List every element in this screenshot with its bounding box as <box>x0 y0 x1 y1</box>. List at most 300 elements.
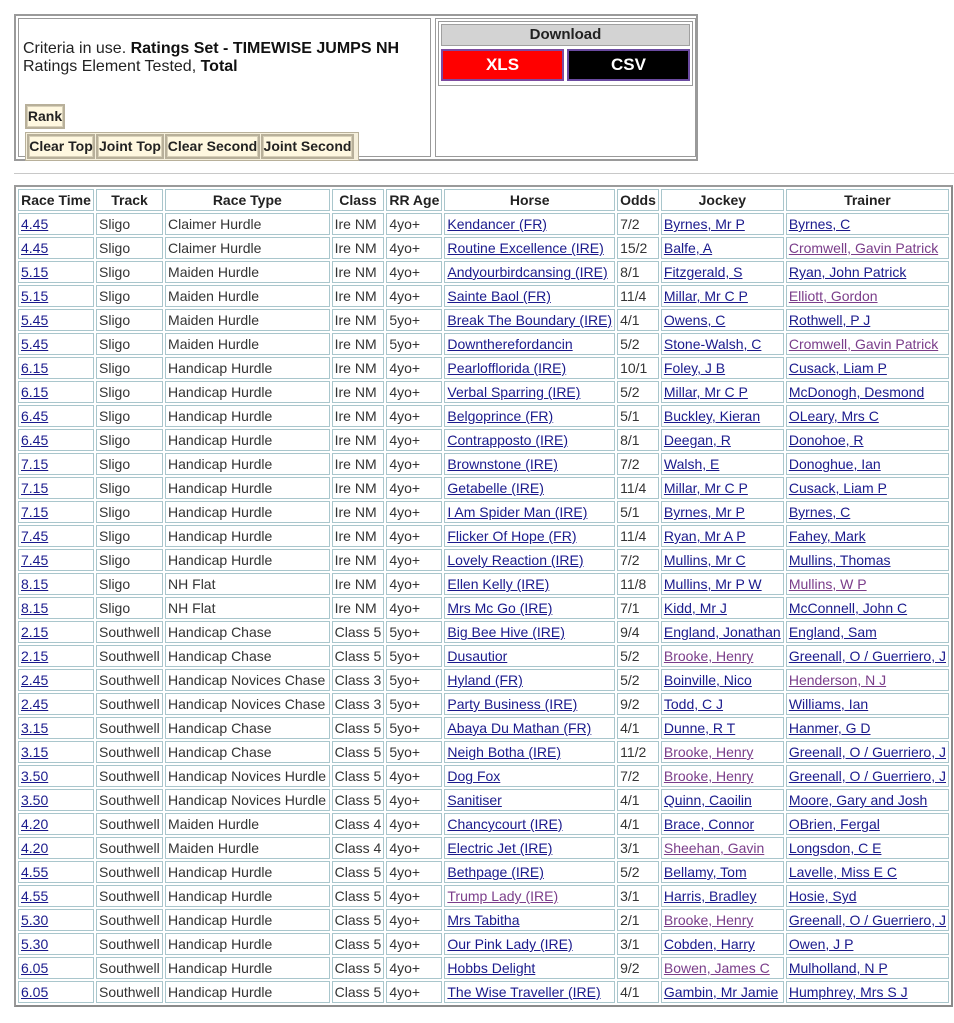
track-cell: Sligo <box>96 477 163 499</box>
horse-cell <box>444 789 615 811</box>
rr-age-cell: 5yo+ <box>386 621 442 643</box>
trainer-cell <box>786 621 949 643</box>
trainer-cell <box>786 933 949 955</box>
trainer-link[interactable]: OLeary, Mrs C <box>788 408 879 424</box>
horse-link[interactable]: Dog Fox <box>447 768 501 784</box>
race-time-link[interactable]: 8.15 <box>21 600 49 616</box>
trainer-link[interactable]: McConnell, John C <box>788 600 908 616</box>
horse-link[interactable]: Belgoprince (FR) <box>447 408 554 424</box>
horse-cell <box>444 405 615 427</box>
race-time-link[interactable]: 2.15 <box>21 624 49 640</box>
horse-cell <box>444 549 615 571</box>
race-time-link[interactable]: 7.15 <box>21 504 49 520</box>
rank-filter-buttons <box>25 132 359 161</box>
jockey-link[interactable]: Owens, C <box>663 312 726 328</box>
trainer-cell <box>786 909 949 931</box>
trainer-link[interactable]: Greenall, O / Guerriero, J <box>788 648 946 664</box>
race-time-cell <box>18 837 94 859</box>
jockey-link[interactable]: Harris, Bradley <box>663 888 757 904</box>
horse-link[interactable]: Kendancer (FR) <box>447 216 547 232</box>
trainer-cell <box>786 693 949 715</box>
trainer-cell <box>786 765 949 787</box>
horse-link[interactable]: Hobbs Delight <box>447 960 536 976</box>
trainer-link[interactable]: Owen, J P <box>788 936 854 952</box>
race-time-cell <box>18 981 94 1003</box>
trainer-link[interactable]: Cromwell, Gavin Patrick <box>788 240 939 256</box>
horse-link[interactable]: I Am Spider Man (IRE) <box>447 504 588 520</box>
table-row <box>18 909 949 931</box>
trainer-cell <box>786 573 949 595</box>
horse-link[interactable]: Downtherefordancin <box>447 336 573 352</box>
trainer-link[interactable]: Rothwell, P J <box>788 312 871 328</box>
rr-age-cell: 5yo+ <box>386 741 442 763</box>
header-horse[interactable]: Horse <box>444 189 615 211</box>
odds-cell: 7/2 <box>617 765 659 787</box>
odds-cell: 10/1 <box>617 357 659 379</box>
class-cell: Ire NM <box>332 261 385 283</box>
horse-link[interactable]: Electric Jet (IRE) <box>447 840 553 856</box>
horse-link[interactable]: Our Pink Lady (IRE) <box>447 936 573 952</box>
rr-age-cell: 5yo+ <box>386 309 442 331</box>
odds-cell: 3/1 <box>617 933 659 955</box>
race-time-cell <box>18 357 94 379</box>
trainer-link[interactable]: Cusack, Liam P <box>788 480 887 496</box>
race-time-link[interactable]: 6.45 <box>21 408 49 424</box>
race-type-cell: Handicap Hurdle <box>165 933 330 955</box>
race-time-cell <box>18 333 94 355</box>
trainer-link[interactable]: Ryan, John Patrick <box>788 264 907 280</box>
class-cell: Ire NM <box>332 309 385 331</box>
jockey-link[interactable]: Millar, Mr C P <box>663 288 748 304</box>
jockey-cell <box>661 573 784 595</box>
class-cell: Class 5 <box>332 933 385 955</box>
trainer-cell <box>786 597 949 619</box>
race-time-cell <box>18 405 94 427</box>
table-row <box>18 837 949 859</box>
race-type-cell: Handicap Novices Hurdle <box>165 765 330 787</box>
race-time-link[interactable]: 2.45 <box>21 696 49 712</box>
horse-cell <box>444 765 615 787</box>
clear-top-button[interactable]: Clear Top <box>27 134 95 159</box>
jockey-cell <box>661 381 784 403</box>
track-cell: Sligo <box>96 285 163 307</box>
jockey-link[interactable]: Bellamy, Tom <box>663 864 747 880</box>
jockey-link[interactable]: Balfe, A <box>663 240 713 256</box>
trainer-link[interactable]: Byrnes, C <box>788 504 851 520</box>
table-row <box>18 477 949 499</box>
horse-link[interactable]: Neigh Botha (IRE) <box>447 744 561 760</box>
jockey-link[interactable]: Foley, J B <box>663 360 726 376</box>
odds-cell: 2/1 <box>617 909 659 931</box>
race-time-link[interactable]: 7.15 <box>21 480 49 496</box>
horse-link[interactable]: Big Bee Hive (IRE) <box>447 624 565 640</box>
jockey-cell <box>661 549 784 571</box>
class-cell: Ire NM <box>332 357 385 379</box>
class-cell: Ire NM <box>332 333 385 355</box>
jockey-cell <box>661 885 784 907</box>
header-rr-age[interactable]: RR Age <box>386 189 442 211</box>
race-time-cell <box>18 621 94 643</box>
results-table <box>14 185 953 1007</box>
jockey-link[interactable]: Stone-Walsh, C <box>663 336 762 352</box>
trainer-cell <box>786 717 949 739</box>
race-time-link[interactable]: 6.15 <box>21 360 49 376</box>
jockey-link[interactable]: Buckley, Kieran <box>663 408 761 424</box>
jockey-link[interactable]: Mullins, Mr P W <box>663 576 762 592</box>
race-time-link[interactable]: 8.15 <box>21 576 49 592</box>
jockey-link[interactable]: Millar, Mr C P <box>663 480 748 496</box>
rr-age-cell: 4yo+ <box>386 477 442 499</box>
horse-cell <box>444 813 615 835</box>
track-cell: Southwell <box>96 645 163 667</box>
trainer-link[interactable]: Lavelle, Miss E C <box>788 864 897 880</box>
race-time-cell <box>18 717 94 739</box>
trainer-cell <box>786 885 949 907</box>
race-time-link[interactable]: 3.50 <box>21 792 49 808</box>
race-type-cell: Handicap Hurdle <box>165 861 330 883</box>
horse-link[interactable]: Flicker Of Hope (FR) <box>447 528 577 544</box>
horse-link[interactable]: Pearlofflorida (IRE) <box>447 360 567 376</box>
jockey-link[interactable]: Walsh, E <box>663 456 720 472</box>
jockey-link[interactable]: Gambin, Mr Jamie <box>663 984 779 1000</box>
table-row <box>18 213 949 235</box>
race-time-link[interactable]: 4.45 <box>21 216 49 232</box>
trainer-cell <box>786 213 949 235</box>
race-time-link[interactable]: 4.20 <box>21 840 49 856</box>
track-cell: Southwell <box>96 885 163 907</box>
horse-cell <box>444 261 615 283</box>
trainer-link[interactable]: OBrien, Fergal <box>788 816 880 832</box>
table-row <box>18 261 949 283</box>
joint-top-button[interactable]: Joint Top <box>96 134 164 159</box>
header-race-time[interactable]: Race Time <box>18 189 94 211</box>
jockey-link[interactable]: Millar, Mr C P <box>663 384 748 400</box>
download-title: Download <box>441 24 690 46</box>
horse-link[interactable]: Sanitiser <box>447 792 502 808</box>
download-box <box>438 21 693 86</box>
race-time-link[interactable]: 2.45 <box>21 672 49 688</box>
race-type-cell: Handicap Hurdle <box>165 405 330 427</box>
race-time-cell <box>18 525 94 547</box>
jockey-link[interactable]: Byrnes, Mr P <box>663 504 745 520</box>
divider <box>14 173 954 174</box>
download-xls-button[interactable]: XLS <box>441 49 564 81</box>
race-time-link[interactable]: 5.30 <box>21 936 49 952</box>
jockey-cell <box>661 237 784 259</box>
horse-link[interactable]: Hyland (FR) <box>447 672 523 688</box>
trainer-link[interactable]: Mulholland, N P <box>788 960 888 976</box>
jockey-link[interactable]: Brooke, Henry <box>663 648 754 664</box>
race-type-cell: Maiden Hurdle <box>165 285 330 307</box>
rank-button[interactable]: Rank <box>25 104 65 129</box>
class-cell: Class 5 <box>332 717 385 739</box>
track-cell: Southwell <box>96 669 163 691</box>
class-cell: Class 4 <box>332 837 385 859</box>
rr-age-cell: 4yo+ <box>386 765 442 787</box>
rr-age-cell: 4yo+ <box>386 381 442 403</box>
jockey-link[interactable]: Brooke, Henry <box>663 744 754 760</box>
race-time-cell <box>18 597 94 619</box>
class-cell: Class 3 <box>332 693 385 715</box>
trainer-link[interactable]: Henderson, N J <box>788 672 887 688</box>
trainer-link[interactable]: Longsdon, C E <box>788 840 882 856</box>
jockey-cell <box>661 789 784 811</box>
race-time-cell <box>18 285 94 307</box>
race-time-link[interactable]: 6.45 <box>21 432 49 448</box>
horse-link[interactable]: Mrs Mc Go (IRE) <box>447 600 553 616</box>
header-jockey[interactable]: Jockey <box>661 189 784 211</box>
header-race-type[interactable]: Race Type <box>165 189 330 211</box>
race-type-cell: Handicap Hurdle <box>165 549 330 571</box>
race-time-cell <box>18 237 94 259</box>
rr-age-cell: 4yo+ <box>386 285 442 307</box>
rr-age-cell: 5yo+ <box>386 669 442 691</box>
joint-second-button[interactable]: Joint Second <box>261 134 354 159</box>
header-odds[interactable]: Odds <box>617 189 659 211</box>
horse-cell <box>444 885 615 907</box>
element-value: Total <box>200 58 238 75</box>
jockey-link[interactable]: Quinn, Caoilin <box>663 792 752 808</box>
trainer-link[interactable]: McDonogh, Desmond <box>788 384 925 400</box>
horse-cell <box>444 981 615 1003</box>
race-time-link[interactable]: 3.15 <box>21 720 49 736</box>
race-time-link[interactable]: 7.45 <box>21 528 49 544</box>
track-cell: Southwell <box>96 909 163 931</box>
horse-link[interactable]: Dusautior <box>447 648 508 664</box>
trainer-cell <box>786 549 949 571</box>
race-type-cell: Handicap Hurdle <box>165 957 330 979</box>
race-type-cell: Handicap Hurdle <box>165 357 330 379</box>
horse-link[interactable]: Contrapposto (IRE) <box>447 432 568 448</box>
table-row <box>18 693 949 715</box>
horse-link[interactable]: Sainte Baol (FR) <box>447 288 551 304</box>
rr-age-cell: 4yo+ <box>386 813 442 835</box>
odds-cell: 5/2 <box>617 645 659 667</box>
track-cell: Sligo <box>96 525 163 547</box>
horse-link[interactable]: Break The Boundary (IRE) <box>447 312 613 328</box>
class-cell: Class 5 <box>332 621 385 643</box>
class-cell: Ire NM <box>332 429 385 451</box>
trainer-link[interactable]: Greenall, O / Guerriero, J <box>788 744 946 760</box>
track-cell: Sligo <box>96 237 163 259</box>
header-class[interactable]: Class <box>332 189 385 211</box>
trainer-link[interactable]: England, Sam <box>788 624 877 640</box>
track-cell: Southwell <box>96 741 163 763</box>
trainer-link[interactable]: Fahey, Mark <box>788 528 866 544</box>
trainer-link[interactable]: Cromwell, Gavin Patrick <box>788 336 939 352</box>
jockey-link[interactable]: Boinville, Nico <box>663 672 752 688</box>
odds-cell: 3/1 <box>617 885 659 907</box>
trainer-link[interactable]: Mullins, W P <box>788 576 867 592</box>
download-panel <box>435 18 696 157</box>
horse-link[interactable]: Abaya Du Mathan (FR) <box>447 720 592 736</box>
race-time-link[interactable]: 4.55 <box>21 888 49 904</box>
jockey-cell <box>661 405 784 427</box>
odds-cell: 7/1 <box>617 597 659 619</box>
race-time-link[interactable]: 7.45 <box>21 552 49 568</box>
rr-age-cell: 4yo+ <box>386 861 442 883</box>
horse-link[interactable]: Bethpage (IRE) <box>447 864 544 880</box>
header-track[interactable]: Track <box>96 189 163 211</box>
trainer-cell <box>786 861 949 883</box>
jockey-link[interactable]: Deegan, R <box>663 432 731 448</box>
race-type-cell: Maiden Hurdle <box>165 813 330 835</box>
race-time-link[interactable]: 6.15 <box>21 384 49 400</box>
trainer-link[interactable]: Humphrey, Mrs S J <box>788 984 908 1000</box>
class-cell: Class 4 <box>332 813 385 835</box>
track-cell: Sligo <box>96 357 163 379</box>
race-time-link[interactable]: 3.50 <box>21 768 49 784</box>
trainer-cell <box>786 813 949 835</box>
class-cell: Ire NM <box>332 381 385 403</box>
jockey-link[interactable]: Brooke, Henry <box>663 912 754 928</box>
race-time-cell <box>18 789 94 811</box>
trainer-link[interactable]: Elliott, Gordon <box>788 288 878 304</box>
race-type-cell: Handicap Chase <box>165 741 330 763</box>
horse-cell <box>444 357 615 379</box>
trainer-cell <box>786 381 949 403</box>
horse-link[interactable]: Brownstone (IRE) <box>447 456 558 472</box>
table-row <box>18 933 949 955</box>
jockey-link[interactable]: Kidd, Mr J <box>663 600 727 616</box>
race-time-link[interactable]: 4.45 <box>21 240 49 256</box>
race-time-link[interactable]: 6.05 <box>21 984 49 1000</box>
jockey-cell <box>661 837 784 859</box>
jockey-cell <box>661 501 784 523</box>
race-time-link[interactable]: 2.15 <box>21 648 49 664</box>
table-row <box>18 309 949 331</box>
horse-link[interactable]: Ellen Kelly (IRE) <box>447 576 550 592</box>
trainer-link[interactable]: Byrnes, C <box>788 216 851 232</box>
race-time-link[interactable]: 7.15 <box>21 456 49 472</box>
jockey-link[interactable]: England, Jonathan <box>663 624 781 640</box>
horse-cell <box>444 621 615 643</box>
class-cell: Class 5 <box>332 765 385 787</box>
clear-second-button[interactable]: Clear Second <box>165 134 260 159</box>
horse-link[interactable]: Lovely Reaction (IRE) <box>447 552 584 568</box>
jockey-link[interactable]: Bowen, James C <box>663 960 770 976</box>
horse-link[interactable]: Routine Excellence (IRE) <box>447 240 604 256</box>
trainer-link[interactable]: Moore, Gary and Josh <box>788 792 928 808</box>
trainer-link[interactable]: Hosie, Syd <box>788 888 857 904</box>
trainer-link[interactable]: Hanmer, G D <box>788 720 871 736</box>
class-cell: Class 5 <box>332 789 385 811</box>
jockey-link[interactable]: Brooke, Henry <box>663 768 754 784</box>
rr-age-cell: 4yo+ <box>386 549 442 571</box>
rr-age-cell: 4yo+ <box>386 933 442 955</box>
horse-link[interactable]: The Wise Traveller (IRE) <box>447 984 601 1000</box>
trainer-link[interactable]: Williams, Ian <box>788 696 869 712</box>
race-time-link[interactable]: 4.20 <box>21 816 49 832</box>
horse-cell <box>444 741 615 763</box>
jockey-link[interactable]: Todd, C J <box>663 696 724 712</box>
jockey-link[interactable]: Brace, Connor <box>663 816 755 832</box>
class-cell: Class 5 <box>332 885 385 907</box>
track-cell: Sligo <box>96 213 163 235</box>
horse-link[interactable]: Party Business (IRE) <box>447 696 578 712</box>
trainer-link[interactable]: Donoghue, Ian <box>788 456 881 472</box>
horse-cell <box>444 933 615 955</box>
jockey-cell <box>661 429 784 451</box>
horse-link[interactable]: Getabelle (IRE) <box>447 480 544 496</box>
race-type-cell: Handicap Chase <box>165 645 330 667</box>
track-cell: Southwell <box>96 765 163 787</box>
race-time-cell <box>18 501 94 523</box>
jockey-link[interactable]: Sheehan, Gavin <box>663 840 765 856</box>
track-cell: Sligo <box>96 309 163 331</box>
table-row <box>18 549 949 571</box>
horse-link[interactable]: Verbal Sparring (IRE) <box>447 384 581 400</box>
race-time-link[interactable]: 4.55 <box>21 864 49 880</box>
jockey-link[interactable]: Dunne, R T <box>663 720 736 736</box>
race-time-link[interactable]: 5.30 <box>21 912 49 928</box>
race-type-cell: Claimer Hurdle <box>165 237 330 259</box>
horse-cell <box>444 501 615 523</box>
odds-cell: 9/4 <box>617 621 659 643</box>
track-cell: Sligo <box>96 549 163 571</box>
jockey-link[interactable]: Byrnes, Mr P <box>663 216 745 232</box>
trainer-cell <box>786 501 949 523</box>
trainer-link[interactable]: Cusack, Liam P <box>788 360 887 376</box>
table-row <box>18 237 949 259</box>
jockey-cell <box>661 621 784 643</box>
jockey-link[interactable]: Cobden, Harry <box>663 936 755 952</box>
odds-cell: 7/2 <box>617 213 659 235</box>
trainer-link[interactable]: Greenall, O / Guerriero, J <box>788 768 946 784</box>
race-time-cell <box>18 213 94 235</box>
jockey-link[interactable]: Mullins, Mr C <box>663 552 746 568</box>
race-time-link[interactable]: 5.15 <box>21 264 49 280</box>
trainer-cell <box>786 285 949 307</box>
jockey-cell <box>661 741 784 763</box>
horse-cell <box>444 573 615 595</box>
horse-cell <box>444 717 615 739</box>
horse-cell <box>444 861 615 883</box>
horse-link[interactable]: Andyourbirdcansing (IRE) <box>447 264 608 280</box>
race-time-link[interactable]: 5.15 <box>21 288 49 304</box>
download-csv-button[interactable]: CSV <box>567 49 690 81</box>
race-time-link[interactable]: 5.45 <box>21 312 49 328</box>
jockey-link[interactable]: Ryan, Mr A P <box>663 528 746 544</box>
horse-cell <box>444 645 615 667</box>
race-time-link[interactable]: 6.05 <box>21 960 49 976</box>
class-cell: Class 5 <box>332 861 385 883</box>
race-time-cell <box>18 645 94 667</box>
track-cell: Southwell <box>96 813 163 835</box>
race-type-cell: Handicap Hurdle <box>165 477 330 499</box>
horse-link[interactable]: Chancycourt (IRE) <box>447 816 563 832</box>
trainer-link[interactable]: Mullins, Thomas <box>788 552 891 568</box>
jockey-link[interactable]: Fitzgerald, S <box>663 264 743 280</box>
jockey-cell <box>661 909 784 931</box>
trainer-link[interactable]: Greenall, O / Guerriero, J <box>788 912 946 928</box>
horse-link[interactable]: Trump Lady (IRE) <box>447 888 559 904</box>
race-type-cell: Maiden Hurdle <box>165 333 330 355</box>
trainer-link[interactable]: Donohoe, R <box>788 432 864 448</box>
horse-cell <box>444 837 615 859</box>
race-time-cell <box>18 765 94 787</box>
horse-cell <box>444 381 615 403</box>
trainer-cell <box>786 525 949 547</box>
header-trainer[interactable]: Trainer <box>786 189 949 211</box>
rr-age-cell: 4yo+ <box>386 885 442 907</box>
race-time-link[interactable]: 5.45 <box>21 336 49 352</box>
race-time-link[interactable]: 3.15 <box>21 744 49 760</box>
race-type-cell: Handicap Hurdle <box>165 525 330 547</box>
track-cell: Sligo <box>96 261 163 283</box>
table-row <box>18 645 949 667</box>
horse-link[interactable]: Mrs Tabitha <box>447 912 520 928</box>
